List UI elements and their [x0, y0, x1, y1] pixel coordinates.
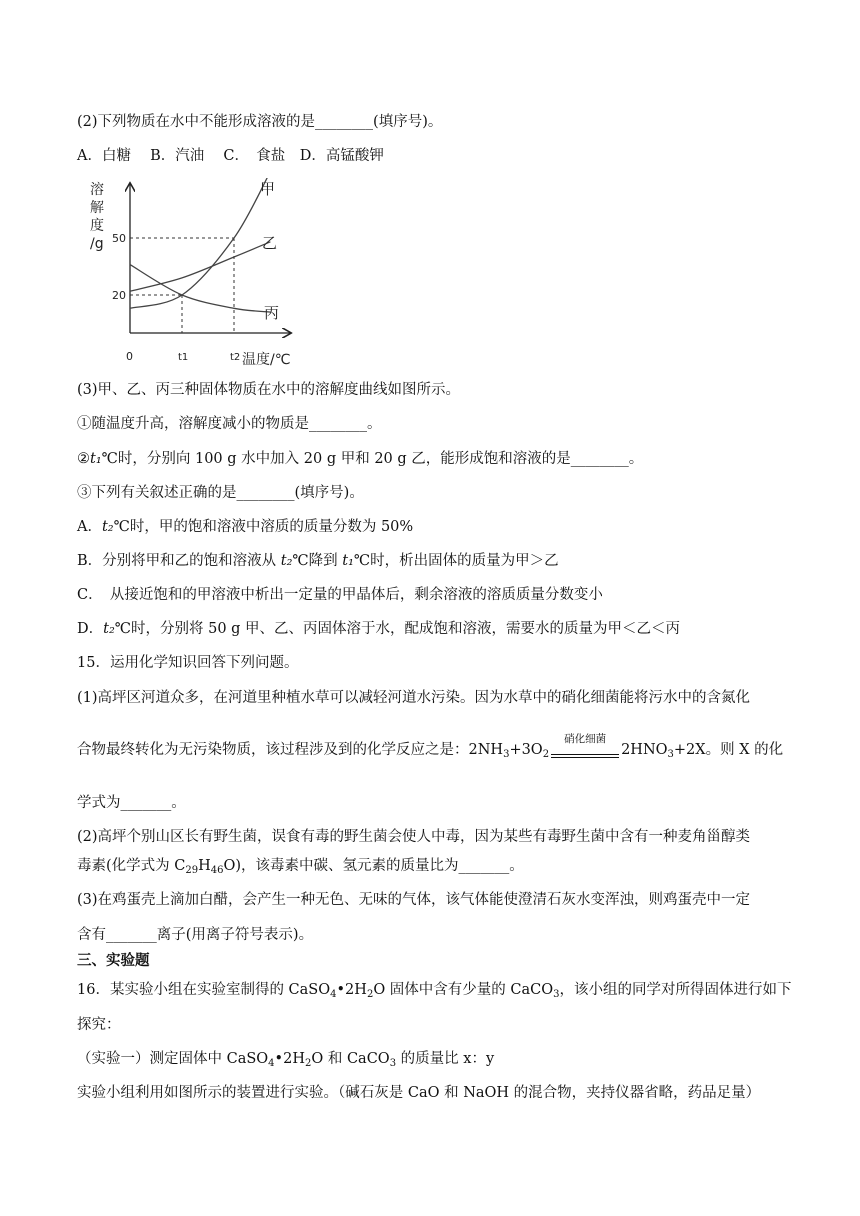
q15-part1-line1: (1)高坪区河道众多，在河道里种植水草可以减轻河道水污染。因为水草中的硝化细菌能将污水中的含氮化: [77, 690, 751, 706]
q15-title: 15．运用化学知识回答下列问题。: [77, 655, 299, 671]
q14-item2: ②t₁℃时，分别向 100 g 水中加入 20 g 甲和 20 g 乙，能形成饱和溶液的是________。: [77, 451, 644, 467]
experiment1-title: （实验一）测定固体中 $CaSO_4•2H_2O$ 和 CaCO$_3$ 的质量比 x：y: [77, 1051, 495, 1069]
y-axis-label: 解: [90, 200, 104, 216]
series-curve-乙: [130, 242, 270, 291]
q14-part2-options: A．白糖 B．汽油 C． 食盐 D．高锰酸钾: [77, 148, 384, 164]
q14-item3: ③下列有关叙述正确的是________(填序号)。: [77, 485, 364, 501]
y-tick-label: 20: [112, 289, 126, 302]
q15-part3-line1: (3)在鸡蛋壳上滴加白醋，会产生一种无色、无味的气体，该气体能使澄清石灰水变浑浊，则鸡蛋壳中一定: [77, 892, 751, 908]
q14-option-d: D．t₂℃时，分别将 50 g 甲、乙、丙固体溶于水，配成饱和溶液，需要水的质量为甲＜乙＜丙: [77, 621, 681, 637]
y-tick-label: 50: [112, 232, 126, 245]
series-label: 乙: [262, 234, 278, 252]
q14-option-c: C． 从接近饱和的甲溶液中析出一定量的甲晶体后，剩余溶液的溶质质量分数变小: [77, 587, 603, 603]
x-axis-label: 温度/℃: [242, 352, 291, 368]
q14-option-b: B．分别将甲和乙的饱和溶液从 t₂℃降到 t₁℃时，析出固体的质量为甲＞乙: [77, 553, 559, 569]
q14-item1: ①随温度升高，溶解度减小的物质是________。: [77, 416, 382, 432]
x-tick-label: t2: [230, 352, 241, 363]
x-tick-label: t1: [178, 352, 189, 363]
y-axis-label: /g: [90, 236, 104, 252]
series-label: 丙: [264, 304, 280, 322]
q15-part1-line3: 学式为_______。: [77, 795, 186, 811]
q15-part1-equation-line: 合物最终转化为无污染物质，该过程涉及到的化学反应之是：$2NH_3+3O_2$ 硝化细菌 $2HNO_3+2X$。则 X 的化: [77, 740, 783, 765]
q16-line1: 16．某实验小组在实验室制得的 $CaSO_4•2H_2O$ 固体中含有少量的 CaCO$_3$，该小组的同学对所得固体进行如下: [77, 982, 792, 1000]
q14-option-a: A．t₂℃时，甲的饱和溶液中溶质的质量分数为 50%: [77, 519, 414, 535]
y-axis-label: 度: [90, 218, 104, 234]
series-label: 甲: [260, 180, 276, 198]
series-curve-甲: [130, 178, 270, 308]
q15-part2-line2: 毒素(化学式为 $C_{29}H_{46}O$)，该毒素中碳、氢元素的质量比为_______。: [77, 858, 524, 876]
q14-part2: (2)下列物质在水中不能形成溶液的是________(填序号)。: [77, 114, 443, 130]
q16-line2: 探究：: [77, 1017, 121, 1033]
q14-part3: (3)甲、乙、丙三种固体物质在水中的溶解度曲线如图所示。: [77, 382, 461, 398]
solubility-chart: [82, 178, 302, 368]
section-heading: 三、实验题: [77, 952, 150, 969]
reaction-condition-arrow: 硝化细菌: [551, 745, 619, 765]
q15-part3-line2: 含有_______离子(用离子符号表示)。: [77, 927, 314, 943]
origin-label: 0: [126, 350, 133, 363]
y-axis-label: 溶: [90, 182, 104, 198]
experiment1-description: 实验小组利用如图所示的装置进行实验。（碱石灰是 CaO 和 NaOH 的混合物，夹持仪器省略，药品足量）: [77, 1085, 761, 1101]
q15-part2-line1: (2)高坪个别山区长有野生菌，误食有毒的野生菌会使人中毒，因为某些有毒野生菌中含有一种麦角甾醇类: [77, 829, 751, 845]
